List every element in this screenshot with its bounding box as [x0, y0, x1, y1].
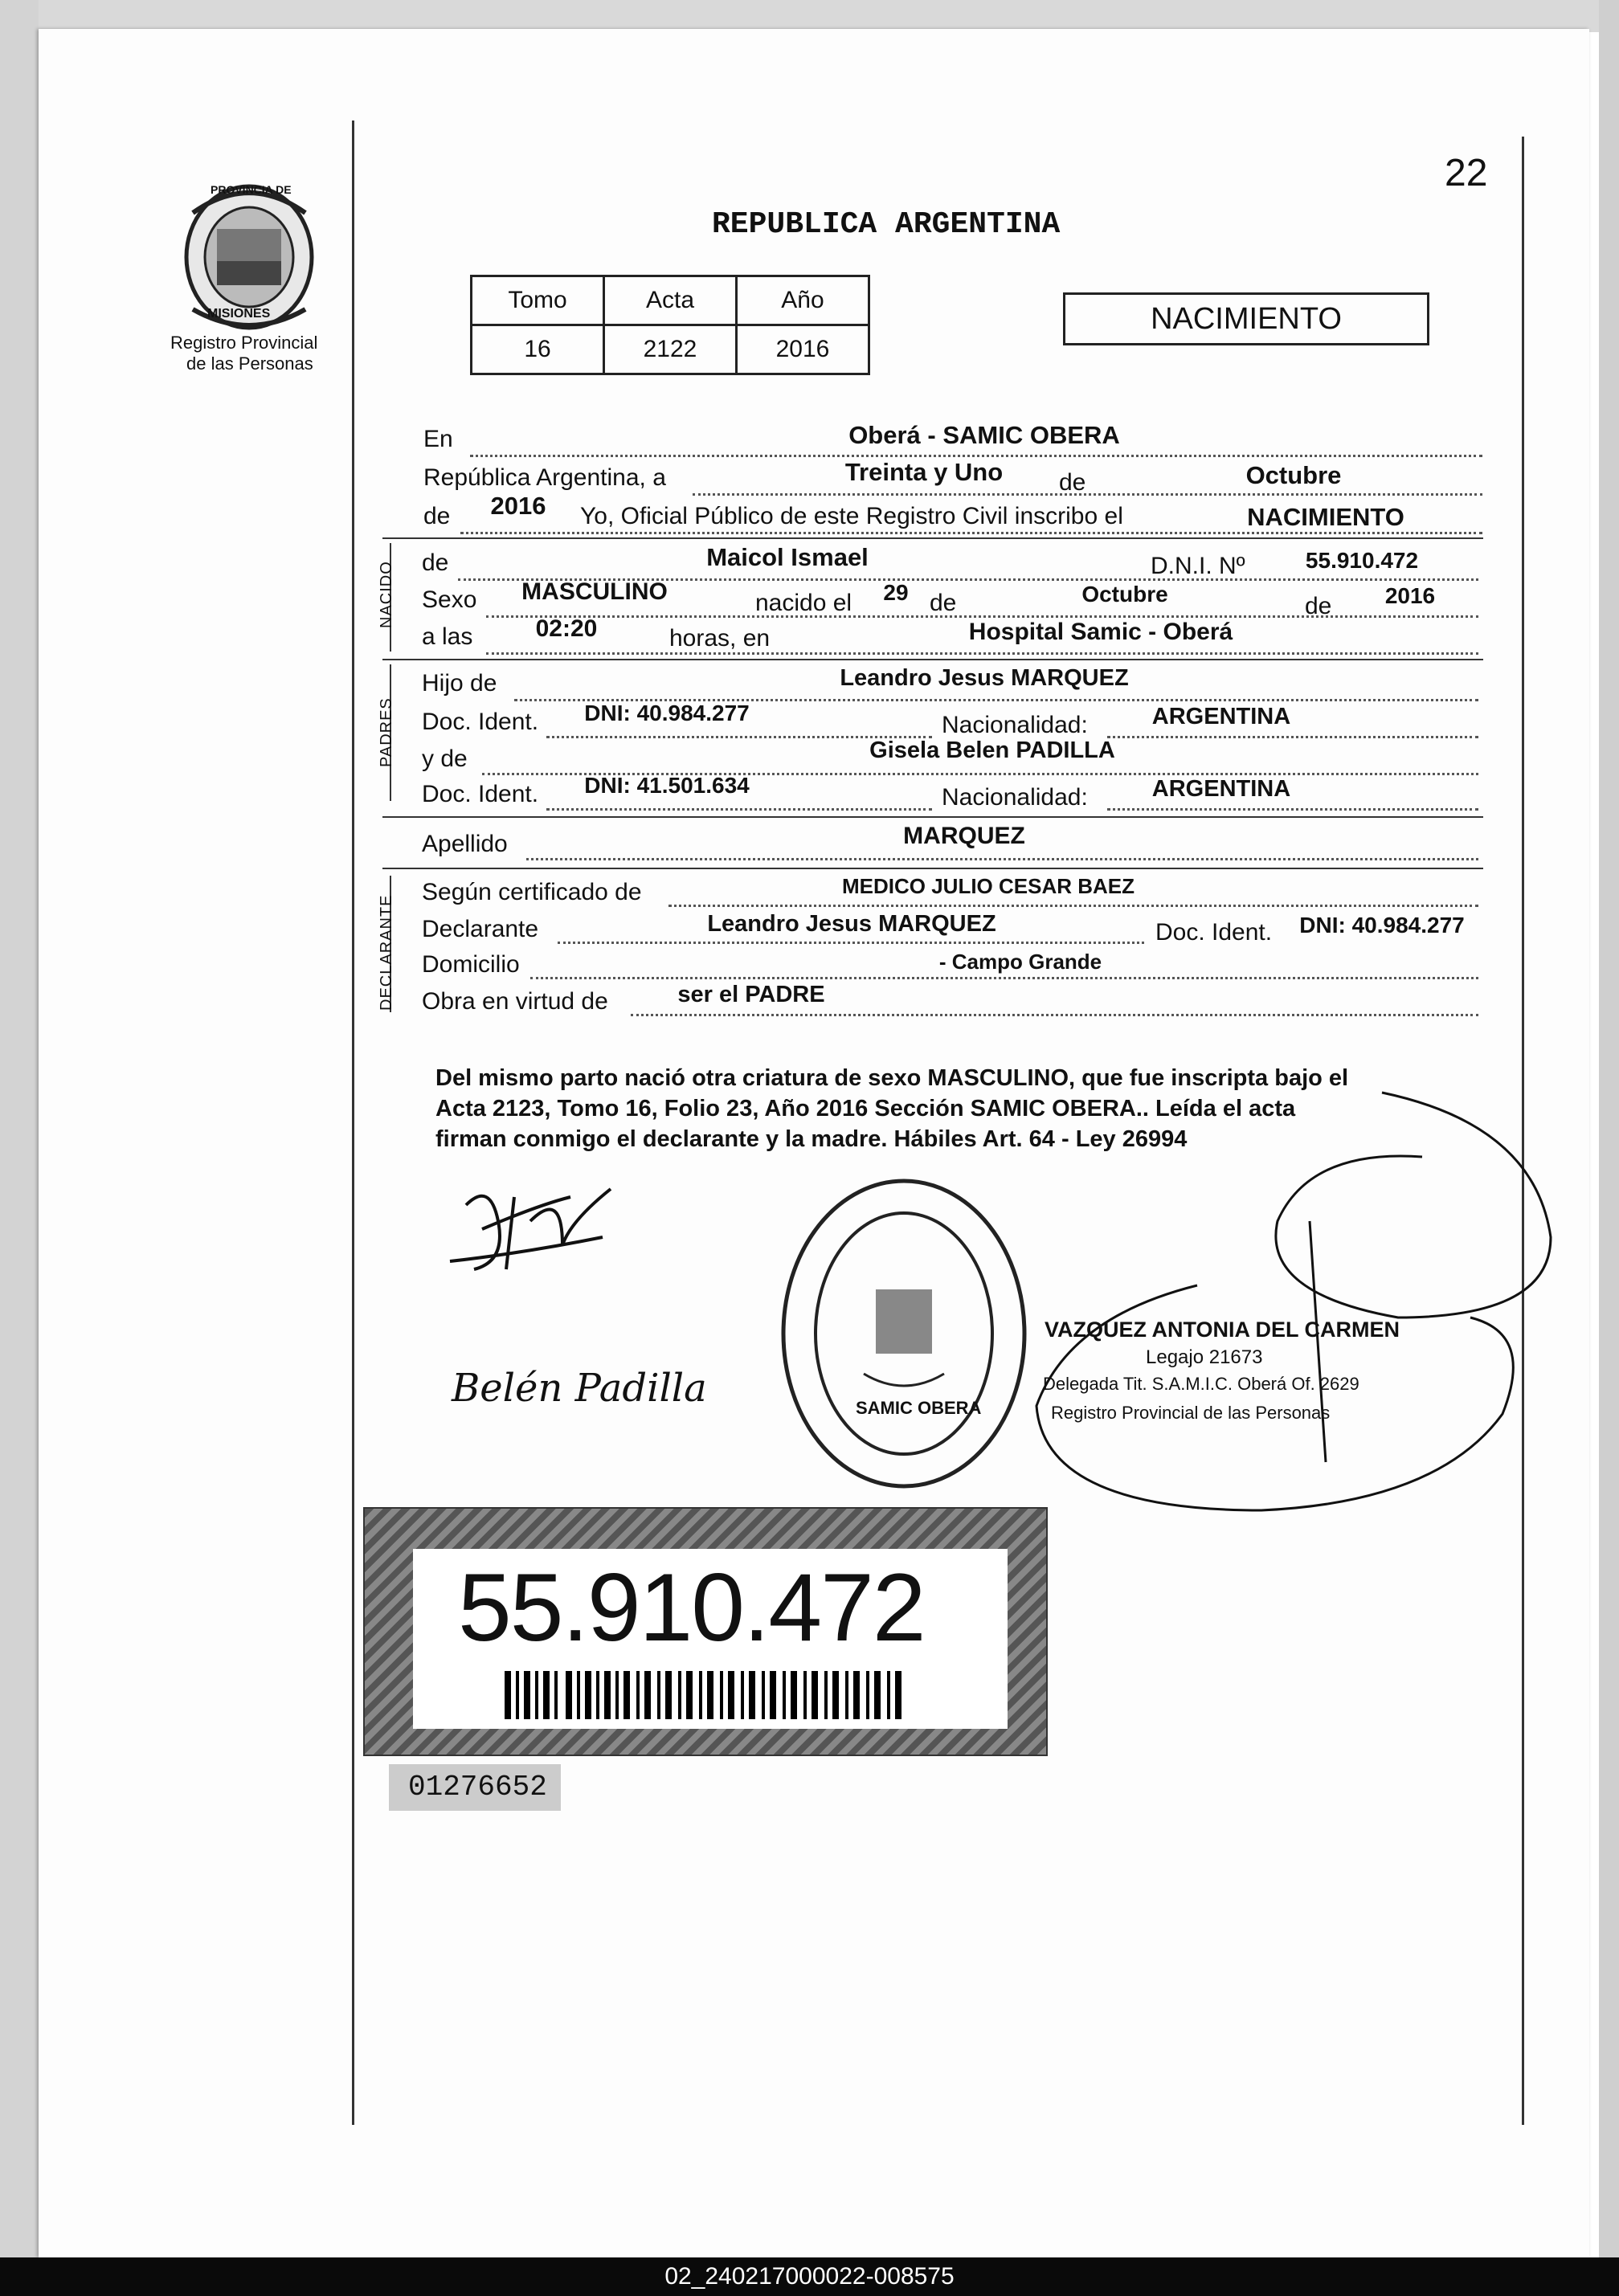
padres-section-label: PADRES	[378, 697, 395, 767]
cert-dots	[668, 905, 1478, 907]
mother-name: Gisela Belen PADILLA	[869, 737, 1115, 763]
place-value: Oberá - SAMIC OBERA	[848, 421, 1120, 449]
nacido-time: 02:20	[535, 615, 598, 642]
en-label: En	[423, 426, 453, 452]
stamp-inner-text: SAMIC OBERA	[856, 1398, 982, 1418]
record-type-box: NACIMIENTO	[1063, 292, 1429, 345]
nacido-de-label2: de	[930, 590, 957, 616]
decl-dots	[558, 942, 1144, 944]
file-id-footer: 02_240217000022-008575	[0, 2257, 1619, 2296]
day-words-value: Treinta y Uno	[844, 458, 1004, 486]
de-label-month: de	[1059, 469, 1086, 496]
sexo-value: MASCULINO	[521, 578, 668, 605]
seal-top-text: PROVINCIA DE	[211, 183, 292, 196]
control-number: 01276652	[408, 1771, 547, 1804]
official-role: Delegada Tit. S.A.M.I.C. Oberá Of. 2629	[1043, 1374, 1359, 1394]
republica-dots	[693, 493, 1482, 496]
record-value-acta: 2122	[604, 325, 737, 374]
dom-dots	[530, 977, 1478, 979]
mother-doc-dots	[546, 808, 932, 811]
inscribed-value: NACIMIENTO	[1247, 503, 1404, 531]
record-header-acta: Acta	[604, 276, 737, 325]
nacido-de-label3: de	[1305, 593, 1332, 619]
nacido-month: Octubre	[1081, 582, 1168, 607]
sexo-label: Sexo	[422, 586, 477, 613]
republica-label: República Argentina, a	[423, 464, 666, 491]
dni-label: D.N.I. Nº	[1151, 553, 1245, 579]
record-table	[470, 275, 870, 375]
obra-value: ser el PADRE	[677, 982, 825, 1007]
decl-label: Declarante	[422, 916, 539, 942]
apellido-top-rule	[382, 816, 1483, 818]
padres-top-rule	[382, 659, 1483, 660]
official-registry: Registro Provincial de las Personas	[1051, 1403, 1331, 1423]
a-las-label: a las	[422, 623, 473, 650]
nacido-de-label: de	[422, 549, 449, 576]
year-value: 2016	[490, 492, 546, 520]
cert-label: Según certificado de	[422, 879, 642, 905]
background-left	[0, 0, 39, 2257]
nacido-section-label: NACIDO	[378, 561, 395, 628]
horas-label: horas, en	[669, 625, 771, 652]
mother-doc: DNI: 41.501.634	[584, 773, 750, 798]
month-value: Octubre	[1245, 461, 1342, 489]
dom-value: - Campo Grande	[938, 950, 1102, 974]
decl-doc-label: Doc. Ident.	[1155, 919, 1273, 946]
time-dots	[486, 652, 1478, 655]
official-legajo: Legajo 21673	[1146, 1346, 1263, 1368]
nacido-day: 29	[883, 580, 909, 605]
seal-bottom-text: MISIONES	[207, 307, 271, 321]
mother-nat-label: Nacionalidad:	[942, 784, 1088, 811]
obra-dots	[631, 1014, 1478, 1016]
declarant-signature-image	[442, 1173, 619, 1285]
official-signature-image	[1020, 1077, 1583, 1526]
mother-nat: ARGENTINA	[1151, 776, 1291, 802]
nacido-name: Maicol Ismael	[706, 543, 869, 571]
barcode-bars	[505, 1671, 906, 1719]
record-value-ano: 2016	[737, 325, 869, 374]
mother-signature-image: Belén Padilla	[452, 1366, 707, 1411]
note-line3: firman conmigo el declarante y la madre. Hábiles Art. 64 - Ley 26994	[435, 1126, 1188, 1152]
official-dots	[460, 532, 1482, 534]
nacido-place: Hospital Samic - Oberá	[968, 619, 1233, 645]
registry-line1: Registro Provincial	[170, 333, 318, 353]
note-line2: Acta 2123, Tomo 16, Folio 23, Año 2016 Sección SAMIC OBERA.. Leída el acta	[435, 1096, 1296, 1121]
declarante-section-label: DECLARANTE	[378, 894, 395, 1011]
mother-nat-dots	[1107, 808, 1478, 811]
father-doc: DNI: 40.984.277	[584, 701, 750, 725]
official-text: Yo, Oficial Público de este Registro Civil inscribo el	[580, 503, 1123, 529]
nacido-dni: 55.910.472	[1305, 548, 1419, 573]
hijo-label: Hijo de	[422, 670, 497, 697]
page-title: REPUBLICA ARGENTINA	[712, 207, 1061, 242]
official-name: VAZQUEZ ANTONIA DEL CARMEN	[1045, 1318, 1400, 1342]
note-line1: Del mismo parto nació otra criatura de sexo MASCULINO, que fue inscripta bajo el	[435, 1065, 1349, 1091]
registry-stamp-image	[767, 1157, 1040, 1510]
dom-label: Domicilio	[422, 951, 520, 978]
mother-doc-label: Doc. Ident.	[422, 781, 539, 807]
apellido-dots	[526, 858, 1478, 860]
yde-label: y de	[422, 746, 468, 772]
obra-label: Obra en virtud de	[422, 988, 608, 1015]
page-number: 22	[1445, 152, 1488, 194]
apellido-label: Apellido	[422, 831, 508, 857]
father-nat-dots	[1107, 736, 1478, 738]
declarante-top-rule	[382, 868, 1483, 869]
record-header-ano: Año	[737, 276, 869, 325]
barcode-number: 55.910.472	[458, 1554, 925, 1661]
nacido-year: 2016	[1384, 583, 1436, 608]
decl-doc: DNI: 40.984.277	[1299, 913, 1465, 938]
background-right	[1599, 0, 1619, 2257]
cert-value: MEDICO JULIO CESAR BAEZ	[841, 874, 1135, 898]
father-nat: ARGENTINA	[1151, 704, 1291, 729]
en-dots	[470, 455, 1482, 457]
left-margin-line	[352, 121, 354, 2125]
father-name: Leandro Jesus MARQUEZ	[840, 665, 1129, 691]
decl-value: Leandro Jesus MARQUEZ	[707, 911, 996, 937]
apellido-value: MARQUEZ	[903, 823, 1025, 849]
nacido-el-label: nacido el	[755, 590, 852, 616]
father-doc-label: Doc. Ident.	[422, 709, 539, 735]
record-header-tomo: Tomo	[472, 276, 604, 325]
father-nat-label: Nacionalidad:	[942, 712, 1088, 738]
registry-line2: de las Personas	[186, 353, 313, 374]
nacido-top-rule	[382, 537, 1483, 539]
de-label-year: de	[423, 503, 451, 529]
background-top	[0, 0, 1619, 32]
record-value-tomo: 16	[472, 325, 604, 374]
